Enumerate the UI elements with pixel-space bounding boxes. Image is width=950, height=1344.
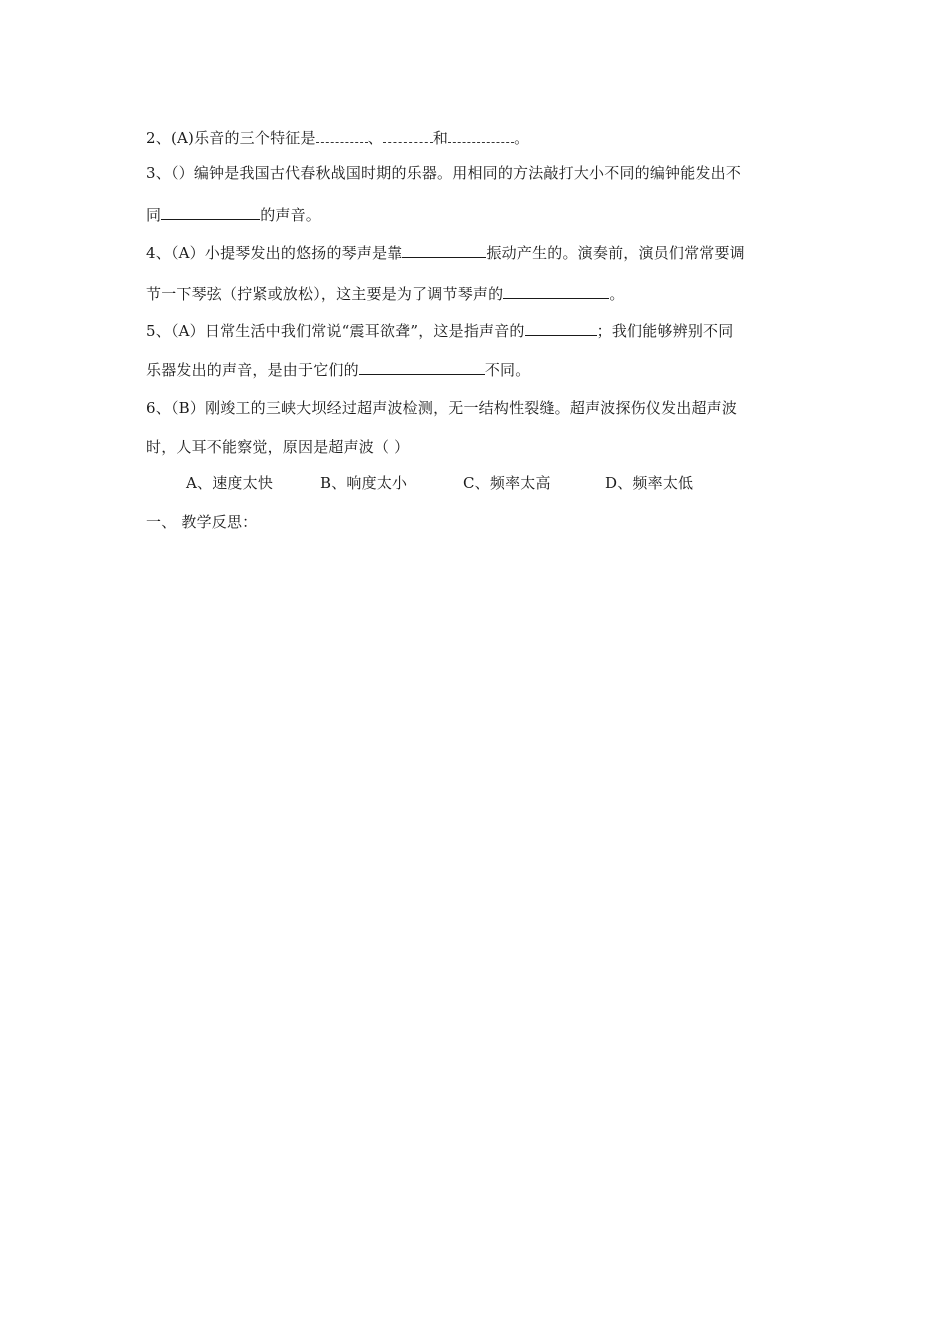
answer-blank[interactable] (161, 205, 260, 220)
question-2-end: 。 (514, 129, 530, 147)
question-4-line-1 (146, 243, 745, 263)
question-5-line-1 (146, 321, 733, 341)
answer-blank[interactable] (525, 321, 597, 336)
answer-blank[interactable] (316, 128, 368, 143)
question-2-separator: 、 (367, 129, 383, 147)
answer-blank[interactable] (402, 243, 486, 258)
question-5-text-c: 乐器发出的声音，是由于它们的 (146, 361, 359, 379)
option-d[interactable]: D、频率太低 (605, 474, 694, 492)
question-4-text-d: 。 (609, 285, 625, 303)
question-5-line-2 (146, 360, 530, 380)
question-6-line-2: 时，人耳不能察觉，原因是超声波（ ） (146, 438, 410, 456)
answer-blank[interactable] (359, 360, 485, 375)
question-2-text-a: 2、(A)乐音的三个特征是 (146, 129, 316, 147)
option-b[interactable]: B、响度太小 (320, 474, 408, 492)
question-3-text-a: 同 (146, 206, 162, 224)
question-5-text-b: ；我们能够辨别不同 (596, 322, 734, 340)
question-2-text-b: 和 (432, 129, 449, 147)
question-5-text-d: 不同。 (484, 361, 531, 379)
question-4-text-c: 节一下琴弦（拧紧或放松），这主要是为了调节琴声的 (146, 285, 504, 303)
question-3-text-b: 的声音。 (260, 206, 322, 224)
question-6-line-1: 6、（B）刚竣工的三峡大坝经过超声波检测，无一结构性裂缝。超声波探伤仪发出超声波 (146, 399, 738, 417)
answer-blank[interactable] (383, 128, 433, 143)
answer-blank[interactable] (448, 128, 514, 143)
option-c[interactable]: C、频率太高 (463, 474, 551, 492)
question-2 (146, 128, 529, 148)
section-heading-teaching-reflection: 一、 教学反思： (146, 513, 258, 531)
question-4-text-a: 4、（A）小提琴发出的悠扬的琴声是靠 (146, 244, 403, 262)
question-3-line-1: 3、（）编钟是我国古代春秋战国时期的乐器。用相同的方法敲打大小不同的编钟能发出不 (146, 164, 742, 182)
question-6-options (186, 473, 693, 493)
question-4-text-b: 振动产生的。演奏前，演员们常常要调 (486, 244, 745, 262)
question-4-line-2 (146, 284, 625, 304)
option-a[interactable]: A、速度太快 (186, 474, 274, 492)
answer-blank[interactable] (503, 284, 609, 299)
question-3-line-2 (146, 205, 321, 225)
question-5-text-a: 5、（A）日常生活中我们常说“震耳欲聋”，这是指声音的 (146, 322, 525, 340)
